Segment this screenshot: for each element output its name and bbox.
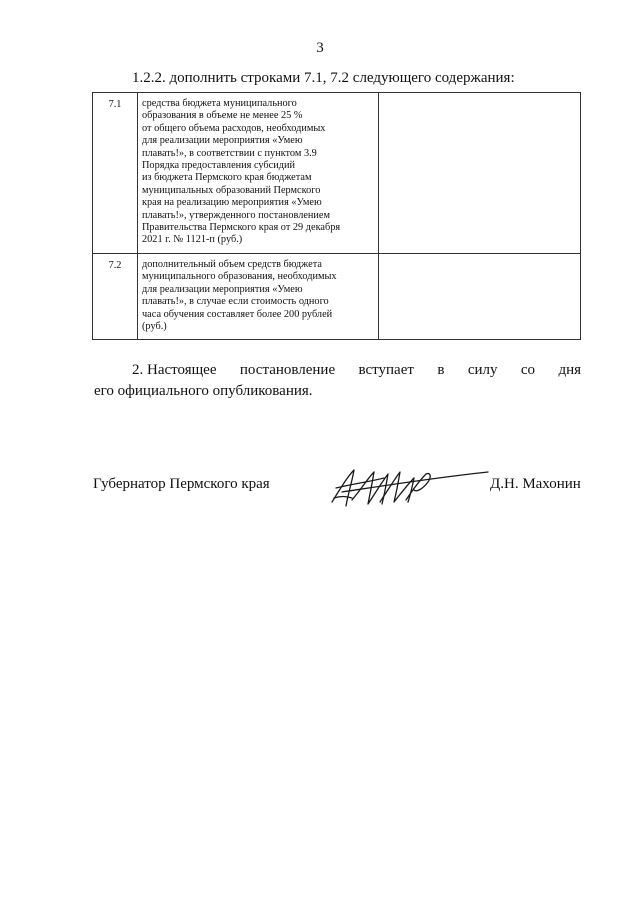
table-row <box>93 253 581 339</box>
clause-word: постановление <box>239 362 336 378</box>
description-line: плавать!», в соответствии с пунктом 3.9 <box>142 147 317 159</box>
clause-line: его официального опубликования. <box>94 383 313 399</box>
description-line: муниципальных образований Пермского <box>142 184 321 196</box>
row-number: 7.2 <box>93 253 138 339</box>
description-line: края на реализацию мероприятия «Умею <box>142 197 322 209</box>
row-number: 7.1 <box>93 93 138 254</box>
description-line: из бюджета Пермского края бюджетам <box>142 172 312 184</box>
amendment-table <box>92 92 581 340</box>
description-line: Правительства Пермского края от 29 декабря <box>142 222 341 234</box>
description-line: дополнительный объем средств бюджета <box>142 258 322 270</box>
clause-word: силу <box>467 362 498 378</box>
row-value <box>379 253 581 339</box>
description-line: средства бюджета муниципального <box>142 98 297 109</box>
clause-line <box>132 360 581 381</box>
clause-2 <box>94 360 581 402</box>
clause-word: вступает <box>358 362 414 378</box>
page-number: 3 <box>316 40 324 56</box>
clause-word: 2. Настоящее <box>132 362 217 378</box>
description-line: для реализации мероприятия «Умею <box>142 283 303 295</box>
row-description <box>138 93 379 254</box>
description-line: образования в объеме не менее 25 % <box>142 110 303 122</box>
description-line: плавать!», в случае если стоимость одного <box>142 296 329 308</box>
row-description <box>138 253 379 339</box>
description-line: Порядка предоставления субсидий <box>142 160 295 172</box>
table-row <box>93 93 581 254</box>
signatory-title: Губернатор Пермского края <box>93 476 270 492</box>
handwritten-signature <box>322 462 492 512</box>
clause-word: в <box>437 362 445 378</box>
row-value <box>379 93 581 254</box>
description-line: (руб.) <box>142 320 167 332</box>
description-line: муниципального образования, необходимых <box>142 271 337 283</box>
signatory-name: Д.Н. Махонин <box>490 476 581 492</box>
amendment-intro: 1.2.2. дополнить строками 7.1, 7.2 следующего содержания: <box>132 70 515 86</box>
description-line: часа обучения составляет более 200 рублей <box>142 308 333 320</box>
clause-word: дня <box>558 362 581 378</box>
description-line: от общего объема расходов, необходимых <box>142 122 326 134</box>
description-line: 2021 г. № 1121-п (руб.) <box>142 234 243 246</box>
description-line: плавать!», утвержденного постановлением <box>142 209 331 221</box>
description-line: для реализации мероприятия «Умею <box>142 135 303 147</box>
clause-word: со <box>520 362 536 378</box>
